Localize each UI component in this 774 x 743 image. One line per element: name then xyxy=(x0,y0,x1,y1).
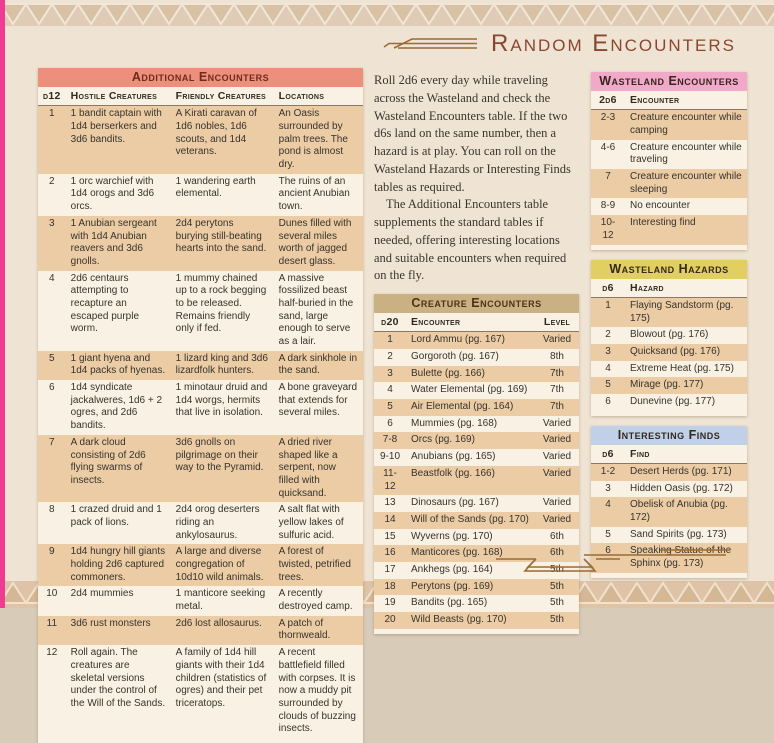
table-cell: Creature encounter while sleeping xyxy=(630,171,742,195)
table-cell: 3 xyxy=(605,482,611,494)
table-row xyxy=(374,366,579,383)
table-cell: Bandits (pg. 165) xyxy=(411,597,488,609)
table-row xyxy=(374,399,579,416)
table-cell: 3 xyxy=(49,217,55,229)
table-row xyxy=(38,216,363,271)
table-cell: 7 xyxy=(49,436,55,448)
table-cell: Varied xyxy=(542,334,572,346)
table-cell: 1-2 xyxy=(600,465,616,477)
table-row xyxy=(38,616,363,645)
table-cell: A dark cloud consisting of 2d6 flying swarms of insects. xyxy=(70,436,146,486)
table-cell: Wild Beasts (pg. 170) xyxy=(411,614,507,626)
table-cell: 10 xyxy=(46,588,58,600)
table-cell: Mirage (pg. 177) xyxy=(630,379,704,391)
table-cell: 7th xyxy=(550,401,564,413)
table-row xyxy=(38,271,363,351)
table-cell: Orcs (pg. 169) xyxy=(411,434,475,446)
table-cell: 1d4 hungry hill giants holding 2d6 captured commoners. xyxy=(70,546,166,583)
table-cell: Sand Spirits (pg. 173) xyxy=(630,528,727,540)
table-cell: 2d6 lost allosaurus. xyxy=(175,617,262,629)
table-cell: 16 xyxy=(384,547,396,559)
table-cell: 6 xyxy=(387,417,393,429)
column-header: d6 xyxy=(591,445,625,464)
table-row xyxy=(38,435,363,502)
table-cell: 5th xyxy=(550,580,564,592)
table-cell: 6 xyxy=(605,395,611,407)
table-cell: Dinosaurs (pg. 167) xyxy=(411,497,499,509)
table-cell: 2d6 centaurs attempting to recapture an escaped purple worm. xyxy=(70,272,140,335)
table-cell: Water Elemental (pg. 169) xyxy=(411,384,528,396)
column-header: d6 xyxy=(591,279,625,298)
table-cell: 4 xyxy=(605,362,611,374)
title-flourish-icon xyxy=(384,35,479,53)
table-cell: 1 Anubian sergeant with 1d4 Anubian reavers and 3d6 gnolls. xyxy=(70,217,157,267)
table-cell: 6 xyxy=(49,382,55,394)
creature-encounters-block xyxy=(374,294,579,634)
table-cell: 1 bandit captain with 1d4 berserkers and 3d6 bandits. xyxy=(70,108,162,145)
table-cell: 2d4 perytons burying still-beating hearts into the sand. xyxy=(175,217,267,255)
table-row xyxy=(374,416,579,433)
table-cell: Beastfolk (pg. 166) xyxy=(411,467,495,479)
table-cell: 1 xyxy=(49,108,55,120)
table-cell: 2d4 orog deserters riding an ankylosaurus. xyxy=(175,504,260,541)
table-row xyxy=(591,497,747,526)
table-cell: 4 xyxy=(387,384,393,396)
table-cell: An Oasis surrounded by palm trees. The pond is almost dry. xyxy=(278,108,348,171)
table-cell: 2-3 xyxy=(600,112,616,124)
table-row xyxy=(38,106,363,174)
table-cell: 5 xyxy=(605,379,611,391)
additional-encounters-section xyxy=(38,68,363,743)
table-cell: 13 xyxy=(384,497,396,509)
additional-encounters-block xyxy=(38,68,363,743)
table-cell: 1 lizard king and 3d6 lizardfolk hunters. xyxy=(175,352,268,377)
table-row xyxy=(38,645,363,738)
table-cell: 11-12 xyxy=(383,467,397,492)
table-row xyxy=(38,502,363,544)
table-cell: 1 wandering earth elemental. xyxy=(175,175,256,200)
table-cell: 1 giant hyena and 1d4 packs of hyenas. xyxy=(70,352,166,377)
table-cell: 5 xyxy=(49,352,55,364)
table-cell: 6 xyxy=(605,545,611,557)
table-cell: 4 xyxy=(49,272,55,284)
table-cell: 1 crazed druid and 1 pack of lions. xyxy=(70,504,162,528)
table-cell: 2 xyxy=(49,175,55,187)
table-title: Interesting Finds xyxy=(591,426,747,445)
table-cell: A recent battlefield filled with corpses. It is now a muddy pit surrounded by clouds of buzzing insects. xyxy=(278,647,356,735)
table-cell: 1 orc warchief with 1d4 orogs and 3d6 orcs. xyxy=(70,175,155,213)
creature-encounters-table xyxy=(374,313,579,629)
table-row xyxy=(374,529,579,546)
table-cell: 8-9 xyxy=(600,200,616,212)
table-title: Wasteland Hazards xyxy=(591,260,747,279)
footer-flourish-icon xyxy=(492,544,732,578)
column-header: Find xyxy=(625,445,747,464)
table-cell: Ankhegs (pg. 164) xyxy=(411,563,493,575)
sidebar-tables-section xyxy=(591,72,747,578)
table-cell: 4 xyxy=(605,499,611,511)
table-row xyxy=(38,174,363,216)
intro-paragraph: The Additional Encounters table supplements the standard tables if needed, offering interesting locations and suitable encounters when required on the fly. xyxy=(374,197,567,283)
wasteland-encounters-table xyxy=(591,91,747,245)
table-row xyxy=(374,595,579,612)
table-cell: A forest of twisted, petrified trees. xyxy=(278,546,351,583)
table-cell: Manticores (pg. 168) xyxy=(411,547,503,559)
column-header: Friendly Creatures xyxy=(171,87,274,106)
table-row xyxy=(591,463,747,480)
table-cell: 12 xyxy=(46,647,58,659)
table-cell: 2d4 mummies xyxy=(70,588,134,600)
table-cell: Hidden Oasis (pg. 172) xyxy=(630,482,733,494)
table-row xyxy=(591,297,747,327)
table-cell: 2 xyxy=(387,351,393,363)
table-cell: Varied xyxy=(542,497,572,509)
table-cell: Will of the Sands (pg. 170) xyxy=(411,513,529,525)
table-cell: 5 xyxy=(387,401,393,413)
table-cell: Varied xyxy=(542,467,572,479)
table-cell: 11 xyxy=(46,617,58,629)
table-cell: Perytons (pg. 169) xyxy=(411,580,494,592)
table-title: Wasteland Encounters xyxy=(591,72,747,91)
table-cell: Roll again. The creatures are skeletal versions under the control of the Will of the Sands. xyxy=(70,647,166,709)
table-cell: Varied xyxy=(542,451,572,463)
table-cell: 2 xyxy=(605,329,611,341)
table-cell: Dunes filled with several miles worth of jagged desert glass. xyxy=(278,217,352,267)
table-cell: 7th xyxy=(550,384,564,396)
wasteland-encounters-block xyxy=(591,72,747,250)
table-row xyxy=(591,327,747,344)
table-cell: Varied xyxy=(542,434,572,446)
table-cell: The ruins of an ancient Anubian town. xyxy=(278,175,350,213)
table-row xyxy=(374,332,579,349)
table-cell: 3d6 gnolls on pilgrimage on their way to the Pyramid. xyxy=(175,436,264,474)
table-cell: 17 xyxy=(384,563,396,575)
table-cell: Interesting find xyxy=(630,217,696,229)
table-row xyxy=(38,380,363,435)
table-cell: 1 xyxy=(605,299,611,311)
table-cell: Mummies (pg. 168) xyxy=(411,417,498,429)
table-row xyxy=(374,432,579,449)
table-cell: A salt flat with yellow lakes of sulfuric acid. xyxy=(278,504,344,541)
table-row xyxy=(374,512,579,529)
table-row xyxy=(591,481,747,498)
triangle-border-top-icon xyxy=(0,3,774,26)
table-cell: 9-10 xyxy=(379,451,400,463)
column-header: 2d6 xyxy=(591,91,625,110)
table-cell: Varied xyxy=(542,417,572,429)
table-row xyxy=(374,466,579,495)
table-cell: Creature encounter while traveling xyxy=(630,141,742,166)
table-cell: 5th xyxy=(550,563,564,575)
page-title: Random Encounters xyxy=(491,30,736,57)
intro-paragraph: Roll 2d6 every day while traveling across the Wasteland and check the Wasteland Encounters table. If the two d6s land on the same number, then a hazard is at play. You can roll on the Wasteland Hazards or Interesting Finds tables as required. xyxy=(374,73,571,194)
table-cell: 3 xyxy=(605,345,611,357)
table-cell: A family of 1d4 hill giants with their 1d4 children (statistics of ogres) and their pet triceratops. xyxy=(175,647,267,709)
table-cell: Wyverns (pg. 170) xyxy=(411,530,493,542)
table-cell: 1 manticore seeking metal. xyxy=(175,588,266,613)
table-row xyxy=(591,394,747,411)
table-cell: Creature encounter while camping xyxy=(630,112,742,137)
column-header: Level xyxy=(535,313,579,332)
table-cell: Lord Ammu (pg. 167) xyxy=(411,334,505,346)
table-cell: 6th xyxy=(550,530,564,542)
table-row xyxy=(374,612,579,629)
table-row xyxy=(591,140,747,169)
table-row xyxy=(591,198,747,215)
table-cell: A massive fossilized beast half-buried in the sand, large enough to serve as a lair. xyxy=(278,272,354,348)
table-cell: 19 xyxy=(384,597,396,609)
table-cell: 5th xyxy=(550,614,564,626)
table-cell: 20 xyxy=(384,614,396,626)
table-row xyxy=(591,344,747,361)
table-cell: 7-8 xyxy=(382,434,398,446)
column-header: Encounter xyxy=(625,91,747,110)
table-cell: 18 xyxy=(384,580,396,592)
table-row xyxy=(591,215,747,244)
table-cell: 14 xyxy=(384,513,396,525)
table-row xyxy=(374,579,579,596)
table-cell: 9 xyxy=(49,546,55,558)
table-row xyxy=(591,361,747,378)
column-header: Encounter xyxy=(406,313,535,332)
table-row xyxy=(38,351,363,380)
wasteland-hazards-block xyxy=(591,260,747,416)
table-cell: Dunevine (pg. 177) xyxy=(630,395,716,407)
table-cell: 15 xyxy=(384,530,396,542)
table-row xyxy=(374,495,579,512)
table-cell: Speaking Statue of the Sphinx (pg. 173) xyxy=(630,545,732,570)
table-cell: 1 minotaur druid and 1d4 worgs, hermits that live in isolation. xyxy=(175,382,268,419)
table-cell: Blowout (pg. 176) xyxy=(630,329,709,341)
table-cell: A recently destroyed camp. xyxy=(278,588,353,613)
table-row xyxy=(38,586,363,615)
table-row xyxy=(591,527,747,544)
table-cell: 1 xyxy=(387,334,393,346)
table-cell: 1d4 syndicate jackalweres, 1d6 + 2 ogres, and 2d6 bandits. xyxy=(70,382,163,432)
table-cell: Anubians (pg. 165) xyxy=(411,451,496,463)
table-cell: Desert Herds (pg. 171) xyxy=(630,465,732,477)
table-cell: 1 mummy chained up to a rock begging to be released. Remains friendly only if fed. xyxy=(175,272,267,335)
table-row xyxy=(374,349,579,366)
column-header: d12 xyxy=(38,87,66,106)
table-cell: 5 xyxy=(605,528,611,540)
table-cell: A dried river shaped like a serpent, now filled with quicksand. xyxy=(278,436,338,499)
table-cell: 3 xyxy=(387,367,393,379)
table-cell: 8th xyxy=(550,351,564,363)
table-cell: Quicksand (pg. 176) xyxy=(630,345,721,357)
table-cell: Gorgoroth (pg. 167) xyxy=(411,351,499,363)
table-cell: Obelisk of Anubia (pg. 172) xyxy=(630,499,728,524)
column-header: Hazard xyxy=(625,279,747,298)
table-row xyxy=(38,544,363,586)
table-row xyxy=(374,382,579,399)
table-title: Creature Encounters xyxy=(374,294,579,313)
table-cell: 7 xyxy=(605,171,611,183)
table-cell: 4-6 xyxy=(600,141,616,153)
table-cell: A large and diverse congregation of 10d10 wild animals. xyxy=(175,546,264,583)
table-cell: A dark sinkhole in the sand. xyxy=(278,352,358,377)
magenta-edge-strip xyxy=(0,0,5,608)
table-row xyxy=(591,377,747,394)
table-cell: Air Elemental (pg. 164) xyxy=(411,401,514,413)
column-header: d20 xyxy=(374,313,406,332)
page-header xyxy=(384,30,736,58)
table-cell: 7th xyxy=(550,367,564,379)
table-row xyxy=(374,449,579,466)
table-cell: 5th xyxy=(550,597,564,609)
table-row xyxy=(591,169,747,198)
additional-encounters-table xyxy=(38,87,363,738)
column-header: Hostile Creatures xyxy=(66,87,171,106)
table-cell: A bone graveyard that extends for several miles. xyxy=(278,382,358,419)
table-cell: Varied xyxy=(542,513,572,525)
column-header: Locations xyxy=(274,87,363,106)
table-title: Additional Encounters xyxy=(38,68,363,87)
table-cell: 6th xyxy=(550,547,564,559)
table-cell: A Kirati caravan of 1d6 nobles, 1d6 scouts, and 1d4 veterans. xyxy=(175,108,257,158)
table-cell: A patch of thornweald. xyxy=(278,617,331,642)
table-cell: 8 xyxy=(49,504,55,516)
table-row xyxy=(591,110,747,140)
table-cell: No encounter xyxy=(630,200,691,212)
wasteland-hazards-table xyxy=(591,279,747,411)
table-cell: Bulette (pg. 166) xyxy=(411,367,485,379)
table-cell: 10-12 xyxy=(600,217,616,241)
table-cell: Extreme Heat (pg. 175) xyxy=(630,362,734,374)
table-cell: 3d6 rust monsters xyxy=(70,617,151,629)
table-cell: Flaying Sandstorm (pg. 175) xyxy=(630,299,734,324)
